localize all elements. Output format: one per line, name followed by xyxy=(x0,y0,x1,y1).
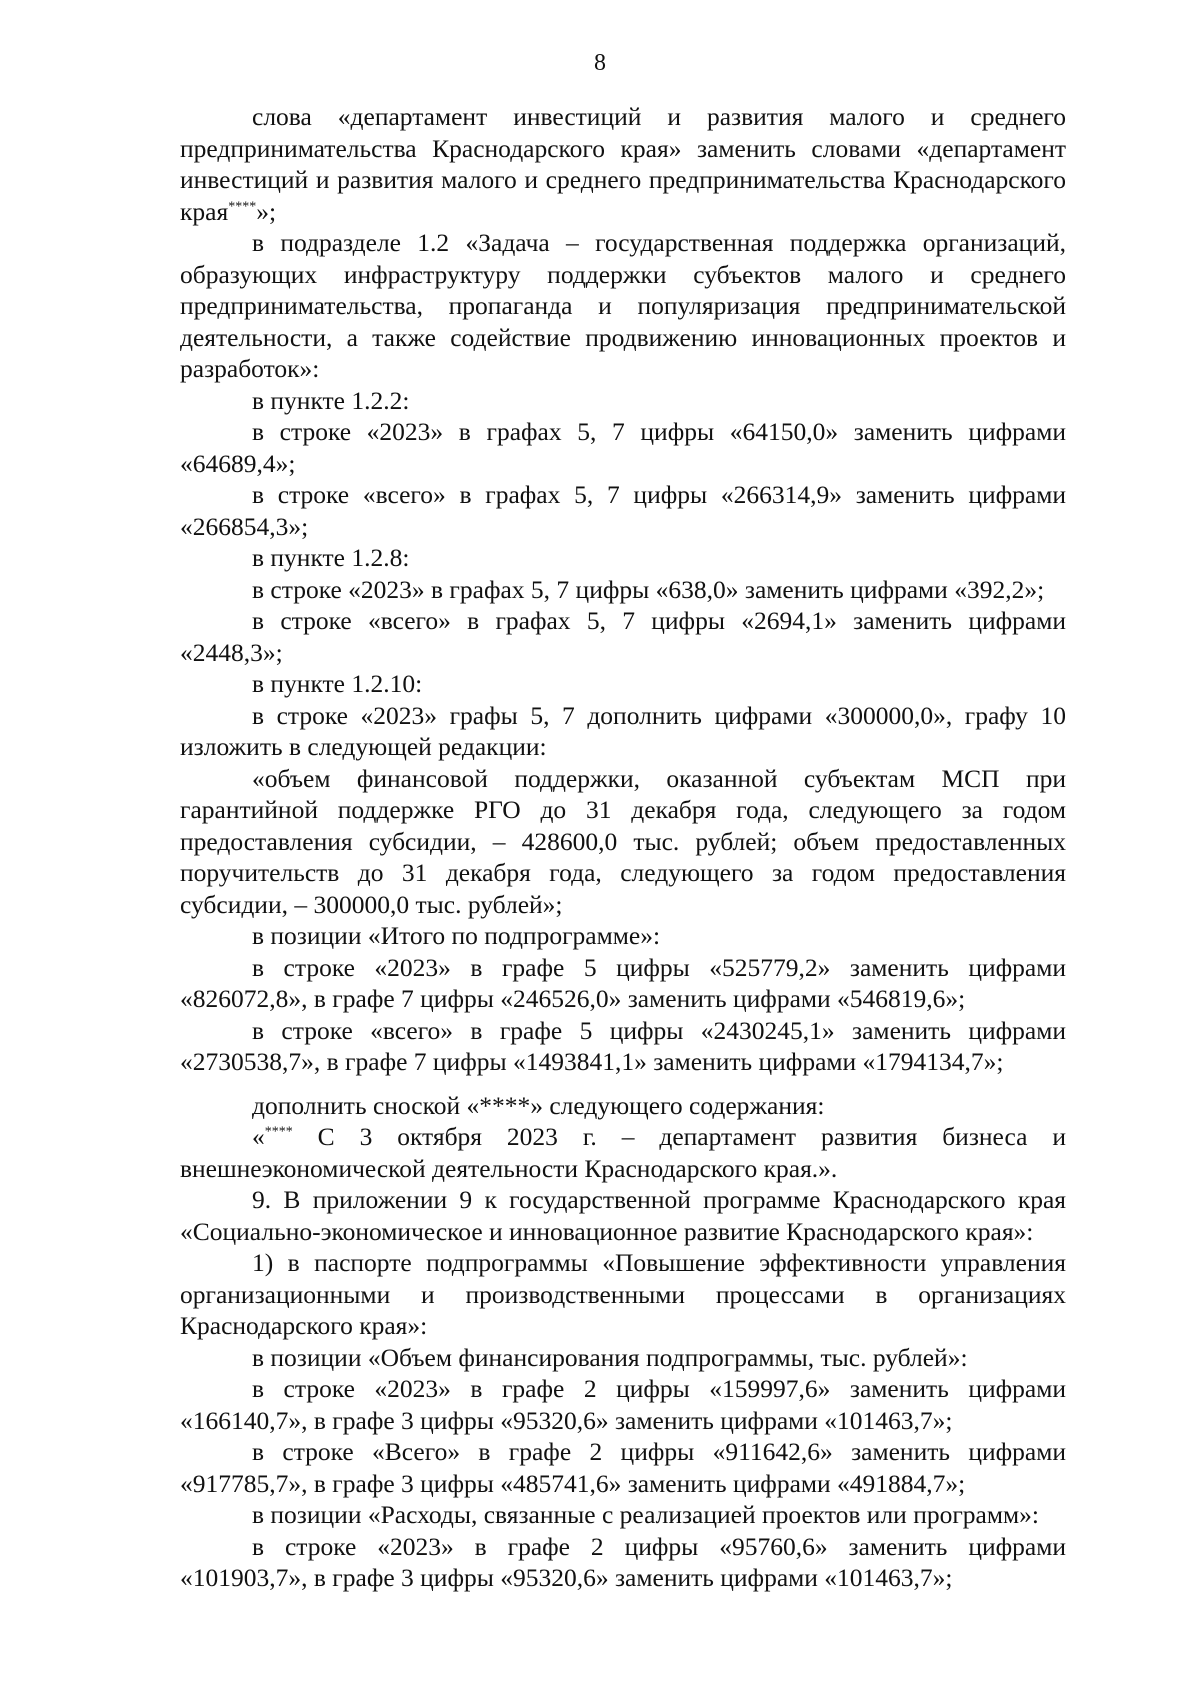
paragraph: в позиции «Расходы, связанные с реализацией проектов или программ»: xyxy=(252,1500,1039,1529)
paragraph: в пункте 1.2.10: xyxy=(252,669,423,698)
paragraph: в строке «2023» графы 5, 7 дополнить цифрами «300000,0», графу 10 изложить в следующей редакции: xyxy=(180,700,1066,761)
footnote-marker: **** xyxy=(264,1124,293,1140)
paragraph: в подразделе 1.2 «Задача – государственная поддержка организаций, образующих инфраструктуру поддержки субъектов малого и среднего предпринимательства, пропаганда и популяризация предпринимательской деятельности, а также содействие продвижению инновационных проектов и разработок»: xyxy=(180,228,1066,383)
page-number: 8 xyxy=(594,50,606,76)
paragraph: в строке «2023» в графах 5, 7 цифры «638,0» заменить цифрами «392,2»; xyxy=(252,574,1045,604)
paragraph: 1) в паспорте подпрограммы «Повышение эффективности управления организационными и производственными процессами в организациях Краснодарского края»: xyxy=(180,1248,1066,1340)
paragraph: в пункте 1.2.2: xyxy=(252,385,410,415)
paragraph-text: слова «департамент инвестиций и развития малого и среднего предпринимательства Краснодарского края» заменить словами «департамент инвестиций и развития малого и среднего предпринимательства Краснодарского края xyxy=(180,102,1066,226)
paragraph: в строке «2023» в графе 2 цифры «159997,6» заменить цифрами «166140,7», в графе 3 цифры «95320,6» заменить цифрами «101463,7»; xyxy=(180,1374,1066,1435)
paragraph: в строке «всего» в графах 5, 7 цифры «266314,9» заменить цифрами «266854,3»; xyxy=(180,480,1066,541)
paragraph: в пункте 1.2.8: xyxy=(252,543,410,572)
document-body xyxy=(180,101,1066,1594)
footnote-marker: **** xyxy=(228,199,257,214)
paragraph: дополнить сноской «****» следующего содержания: xyxy=(252,1090,825,1120)
paragraph: в строке «всего» в графах 5, 7 цифры «2694,1» заменить цифрами «2448,3»; xyxy=(180,606,1066,667)
footnote-open-quote: « xyxy=(252,1122,265,1151)
paragraph: в строке «2023» в графе 2 цифры «95760,6» заменить цифрами «101903,7», в графе 3 цифры «95320,6» заменить цифрами «101463,7»; xyxy=(180,1531,1066,1592)
paragraph: в строке «2023» в графах 5, 7 цифры «64150,0» заменить цифрами «64689,4»; xyxy=(180,417,1066,478)
paragraph-tail: »; xyxy=(256,196,277,226)
paragraph xyxy=(180,101,1066,227)
paragraph: 9. В приложении 9 к государственной программе Краснодарского края «Социально-экономическое и инновационное развитие Краснодарского края»: xyxy=(180,1185,1066,1246)
paragraph: в строке «Всего» в графе 2 цифры «911642,6» заменить цифрами «917785,7», в графе 3 цифры «485741,6» заменить цифрами «491884,7»; xyxy=(180,1437,1066,1498)
footnote-text: С 3 октября 2023 г. – департамент развития бизнеса и внешнеэкономической деятельности Краснодарского края.». xyxy=(180,1122,1066,1183)
paragraph: в строке «2023» в графе 5 цифры «525779,2» заменить цифрами «826072,8», в графе 7 цифры «246526,0» заменить цифрами «546819,6»; xyxy=(180,952,1066,1013)
paragraph: в строке «всего» в графе 5 цифры «2430245,1» заменить цифрами «2730538,7», в графе 7 цифры «1493841,1» заменить цифрами «1794134,7»; xyxy=(180,1015,1066,1076)
paragraph: в позиции «Объем финансирования подпрограммы, тыс. рублей»: xyxy=(252,1342,968,1372)
footnote-paragraph xyxy=(180,1121,1066,1184)
paragraph: «объем финансовой поддержки, оказанной субъектам МСП при гарантийной поддержке РГО до 31 декабря года, следующего за годом предоставления субсидии, – 428600,0 тыс. рублей; объем предоставленных поручительств до 31 декабря года, следующего за годом предоставления субсидии, – 300000,0 тыс. рублей»; xyxy=(180,763,1066,919)
paragraph: в позиции «Итого по подпрограмме»: xyxy=(252,921,661,950)
